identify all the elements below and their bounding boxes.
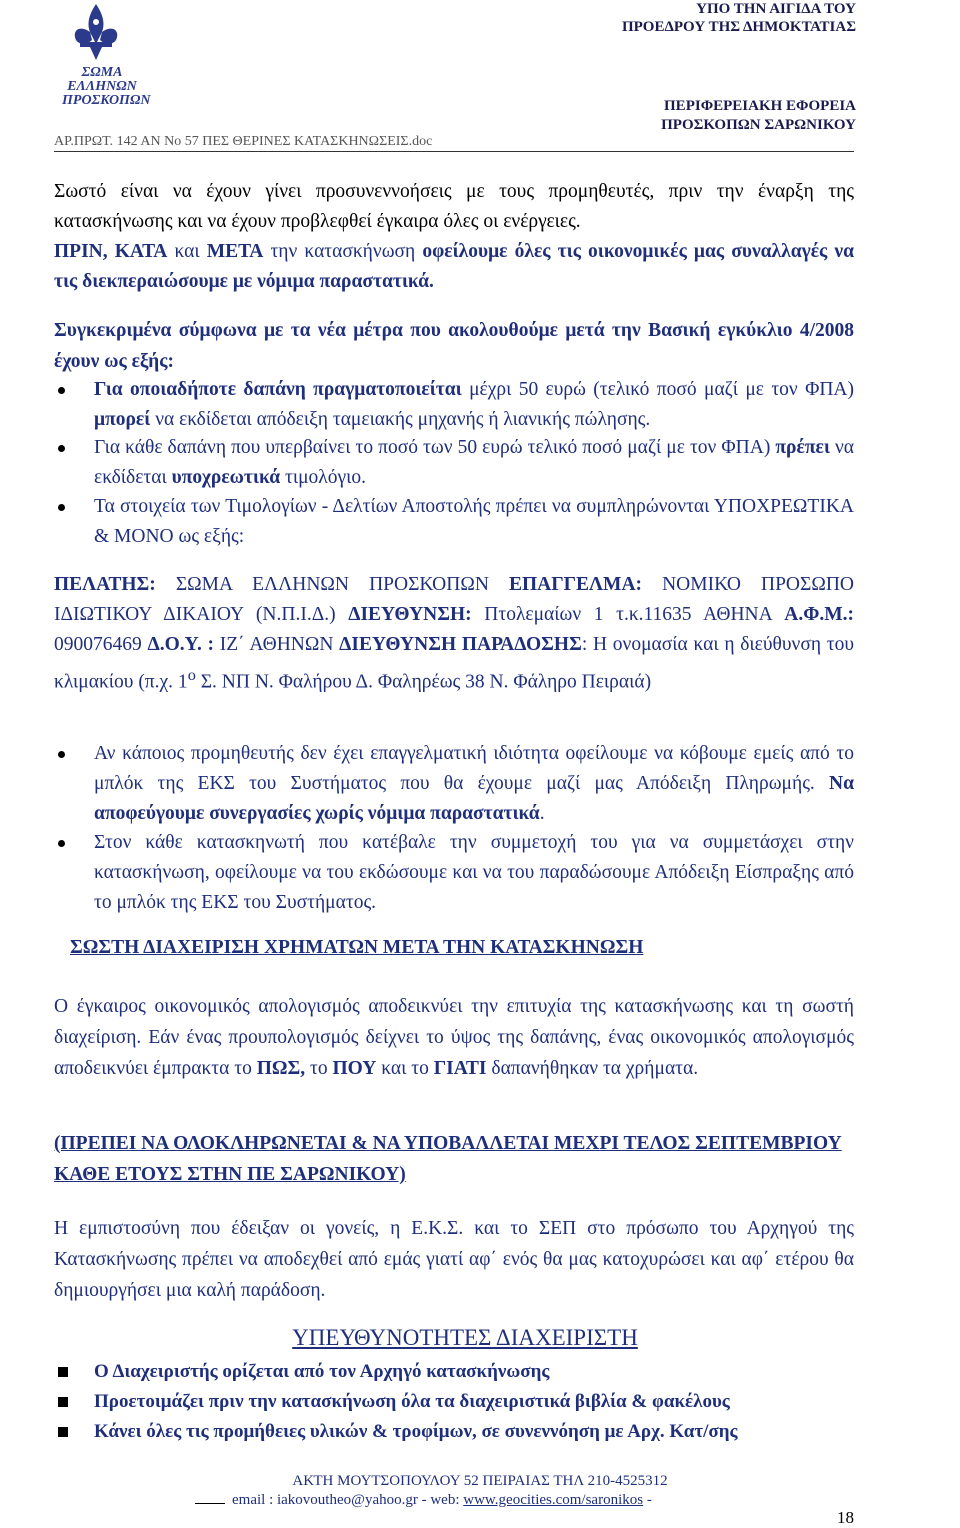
logo-text-1: ΣΩΜΑ <box>81 65 123 80</box>
logo-text-2: ΕΛΛΗΝΩΝ <box>67 79 137 94</box>
bullet-icon <box>58 387 65 394</box>
duty-item: Κάνει όλες τις προμήθειες υλικών & τροφίμων, σε συνεννόηση με Αρχ. Κατ/σης <box>94 1421 738 1442</box>
fleur-de-lis-icon <box>66 2 126 64</box>
before-during-label: ΠΡΙΝ, ΚΑΤΑ <box>54 241 168 262</box>
patronage-line-2: ΠΡΟΕΔΡΟΥ ΤΗΣ ΔΗΜΟΚΤΑΤΙΑΣ <box>621 19 856 35</box>
page-number: 18 <box>837 1508 854 1527</box>
square-bullet-icon <box>58 1427 68 1437</box>
region-line-1: ΠΕΡΙΦΕΡΕΙΑΚΗ ΕΦΟΡΕΙΑ <box>664 98 856 114</box>
trust-paragraph: Η εμπιστοσύνη που έδειξαν οι γονείς, η Ε.Κ.Σ. και το ΣΕΠ στο πρόσωπο του Αρχηγού της Κατασκήνωσης πρέπει να αποδεχθεί από εμάς γιατί αφ΄ ενός θα μας κατοχυρώσει και αφ΄ ετέρου θα δημιουργήσει μια καλή παράδοση. <box>54 1218 854 1301</box>
transactions-paragraph: ΠΡΙΝ, ΚΑΤΑ και ΜΕΤΑ την κατασκήνωση οφείλουμε όλες τις οικονομικές μας συναλλαγές να τις διεκπεραιώσουμε με νόμιμα παραστατικά. <box>54 241 854 292</box>
square-bullet-icon <box>58 1367 68 1377</box>
rule-item: Για κάθε δαπάνη που υπερβαίνει το ποσό των 50 ευρώ τελικό ποσό μαζί με τον ΦΠΑ) πρέπει να εκδίδεται υποχρεωτικά τιμολόγιο. <box>94 437 854 488</box>
patronage-line-1: ΥΠΟ ΤΗΝ ΑΙΓΙΔΑ ΤΟΥ <box>696 1 856 17</box>
file-reference: ΑΡ.ΠΡΩΤ. 142 ΑΝ Νο 57 ΠΕΣ ΘΕΡΙΝΕΣ ΚΑΤΑΣΚΗΝΩΣΕΙΣ.doc <box>54 134 433 149</box>
bullet-icon <box>58 504 65 511</box>
header-divider <box>54 151 854 152</box>
deadline-notice: (ΠΡΕΠΕΙ ΝΑ ΟΛΟΚΛΗΡΩΝΕΤΑΙ & ΝΑ ΥΠΟΒΑΛΛΕΤΑΙ ΜΕΧΡΙ ΤΕΛΟΣ ΣΕΠΤΕΜΒΡΙΟΥ ΚΑΘΕ ΕΤΟΥΣ ΣΤΗΝ ΠΕ ΣΑΡΩΝΙΚΟΥ) <box>54 1133 842 1185</box>
rule-item: Τα στοιχεία των Τιμολογίων - Δελτίων Αποστολής πρέπει να συμπληρώνονται ΥΠΟΧΡΕΩΤΙΚΑ & ΜΟΝΟ ως εξής: <box>94 496 854 547</box>
duty-item: Ο Διαχειριστής ορίζεται από τον Αρχηγό κατασκήνωσης <box>94 1361 550 1382</box>
intro-paragraph: Σωστό είναι να έχουν γίνει προσυνεννοήσεις με τους προμηθευτές, πριν την έναρξη της κατασκήνωσης και να έχουν προβλεφθεί έγκαιρα όλες οι ενέργειες. <box>54 181 854 232</box>
bullet-icon <box>58 840 65 847</box>
region-line-2: ΠΡΟΣΚΟΠΩΝ ΣΑΡΩΝΙΚΟΥ <box>661 117 856 133</box>
accounting-paragraph: Ο έγκαιρος οικονομικός απολογισμός αποδεικνύει την επιτυχία της κατασκήνωσης και τη σωστή διαχείριση. Εάν ένας προυπολογισμός δείχνει το ύψος της δαπάνης, ένας οικονομικός απολογισμός αποδεικνύει έμπρακτα το ΠΩΣ, το ΠΟΥ και το ΓΙΑΤΙ δαπανήθηκαν τα χρήματα. <box>54 996 854 1079</box>
bullet-icon <box>58 751 65 758</box>
administrator-duties-heading: ΥΠΕΥΘΥΝΟΤΗΤΕΣ ΔΙΑΧΕΙΡΙΣΤΗ <box>292 1325 638 1350</box>
footer-address: ΑΚΤΗ ΜΟΥΤΣΟΠΟΥΛΟΥ 52 ΠΕΙΡΑΙΑΣ ΤΗΛ 210-4525312 <box>292 1473 668 1489</box>
duty-item: Προετοιμάζει πριν την κατασκήνωση όλα τα διαχειριστικά βιβλία & φακέλους <box>94 1391 730 1412</box>
website-link[interactable]: www.geocities.com/saronikos <box>463 1492 644 1508</box>
square-bullet-icon <box>58 1397 68 1407</box>
bullet-icon <box>58 445 65 452</box>
note-item: Αν κάποιος προμηθευτής δεν έχει επαγγελματική ιδιότητα οφείλουμε να κόβουμε εμείς από το μπλόκ της ΕΚΣ του Συστήματος που θα έχουμε μαζί μας Απόδειξη Πληρωμής. Να αποφεύγουμε συνεργασίες χωρίς νόμιμα παραστατικά. <box>94 743 854 824</box>
rule-item: Για οποιαδήποτε δαπάνη πραγματοποιείται μέχρι 50 ευρώ (τελικό ποσό μαζί με τον ΦΠΑ) μπορεί να εκδίδεται απόδειξη ταμειακής μηχανής ή λιανικής πώλησης. <box>94 379 854 430</box>
circular-paragraph: Συγκεκριμένα σύμφωνα με τα νέα μέτρα που ακολουθούμε μετά την Βασική εγκύκλιο 4/2008 έχουν ως εξής: <box>54 320 854 372</box>
logo-text-3: ΠΡΟΣΚΟΠΩΝ <box>62 93 151 108</box>
invoice-details: ΠΕΛΑΤΗΣ: ΣΩΜΑ ΕΛΛΗΝΩΝ ΠΡΟΣΚΟΠΩΝ ΕΠΑΓΓΕΛΜΑ: ΝΟΜΙΚΟ ΠΡΟΣΩΠΟ ΙΔΙΩΤΙΚΟΥ ΔΙΚΑΙΟΥ (Ν.Π.Ι.Δ.) ΔΙΕΥΘΥΝΣΗ: Πτολεμαίων 1 τ.κ.11635 ΑΘΗΝΑ Α.Φ.Μ.: 090076469 Δ.Ο.Υ. : ΙΖ΄ ΑΘΗΝΩΝ ΔΙΕΥΘΥΝΣΗ ΠΑΡΑΔΟΣΗΣ: Η ονομασία και η διεύθυνση του κλιμακίου (π.χ. $1^o$ Σ. ΝΠ Ν. Φαλήρου Δ. Φαληρέως 38 Ν. Φάληρο Πειραιά) <box>54 574 855 693</box>
footer-rule <box>195 1503 225 1504</box>
note-item: Στον κάθε κατασκηνωτή που κατέβαλε την συμμετοχή του για να συμμετάσχει στην κατασκήνωση, οφείλουμε να του εκδώσουμε και να του παραδώσουμε Απόδειξη Είσπραξης από το μπλόκ της ΕΚΣ του Συστήματος. <box>94 832 854 913</box>
footer-contact: email : iakovoutheo@yahoo.gr - web: www.geocities.com/saronikos - <box>232 1492 652 1508</box>
money-management-heading: ΣΩΣΤΗ ΔΙΑΧΕΙΡΙΣΗ ΧΡΗΜΑΤΩΝ ΜΕΤΑ ΤΗΝ ΚΑΤΑΣΚΗΝΩΣΗ <box>70 937 644 958</box>
